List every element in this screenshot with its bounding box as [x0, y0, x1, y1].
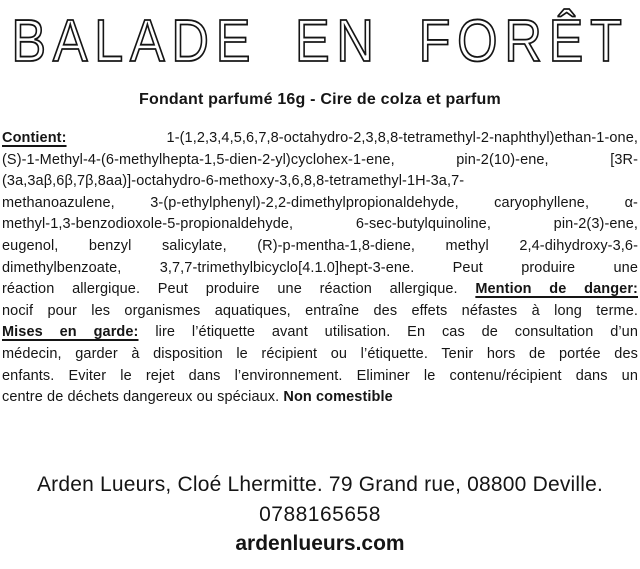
product-subtitle: Fondant parfumé 16g - Cire de colza et parfum [139, 91, 501, 108]
ingredients-segment: (3a,3aβ,6β,7β,8aa)]-octahydro-6-methoxy-3,6,8,8-tetramethyl-1H-3a,7- [2, 173, 465, 190]
ingredients-segment: 1-(1,2,3,4,5,6,7,8-octahydro-2,3,8,8-tetramethyl-2-naphthyl)ethan-1-one, [66, 130, 638, 146]
ingredients-segment: (S)-1-Methyl-4-(6-methylhepta-1,5-dien-2-yl)cyclohex-1-ene, pin-2(10)-ene, [3R- [2, 151, 638, 168]
ingredients-segment: enfants. Eviter le rejet dans l’environnement. Eliminer le contenu/récipient dans un [2, 367, 638, 384]
product-title: BALADE EN FORÊT [11, 8, 629, 75]
ingredients-paragraph [0, 128, 640, 409]
footer [0, 470, 640, 558]
ingredients-segment: eugenol, benzyl salicylate, (R)-p-mentha-1,8-diene, methyl 2,4-dihydroxy-3,6- [2, 237, 638, 254]
ingredients-line [2, 344, 638, 366]
title-wrap [0, 0, 640, 75]
ingredients-line [2, 150, 638, 172]
ingredients-line [2, 193, 638, 215]
ingredients-line [2, 279, 638, 301]
ingredients-line [2, 387, 638, 409]
ingredients-line [2, 214, 638, 236]
ingredients-segment: Non comestible [283, 389, 393, 406]
footer-address: Arden Lueurs, Cloé Lhermitte. 79 Grand rue, 08800 Deville. [36, 473, 604, 496]
ingredients-segment: médecin, garder à disposition le récipient ou l’étiquette. Tenir hors de portée des [2, 345, 638, 362]
ingredients-segment: Mention de danger: [475, 281, 638, 298]
ingredients-segment: methanoazulene, 3-(p-ethylphenyl)-2,2-dimethylpropionaldehyde, caryophyllene, α- [2, 194, 638, 211]
ingredients-line [2, 301, 638, 323]
ingredients-segment: Contient: [2, 130, 67, 146]
ingredients-line [2, 171, 638, 193]
ingredients-line [2, 366, 638, 388]
ingredients-segment: Mises en garde: [2, 324, 139, 341]
ingredients-line [2, 258, 638, 280]
ingredients-segment: nocif pour les organismes aquatiques, entraîne des effets néfastes à long terme. [2, 302, 638, 319]
ingredients-segment: dimethylbenzoate, 3,7,7-trimethylbicyclo[4.1.0]hept-3-ene. Peut produire une [2, 259, 638, 276]
footer-website: ardenlueurs.com [235, 532, 405, 555]
footer-phone: 0788165658 [259, 503, 381, 526]
ingredients-segment: methyl-1,3-benzodioxole-5-propionaldehyde, 6-sec-butylquinoline, pin-2(3)-ene, [2, 216, 638, 233]
ingredients-line [2, 236, 638, 258]
ingredients-line [2, 322, 638, 344]
ingredients-segment: lire l’étiquette avant utilisation. En cas de consultation d’un [138, 324, 639, 341]
ingredients-segment: centre de déchets dangereux ou spéciaux. [2, 389, 284, 406]
ingredients-line [2, 128, 638, 150]
ingredients-segment: réaction allergique. Peut produire une réaction allergique. [2, 281, 476, 298]
